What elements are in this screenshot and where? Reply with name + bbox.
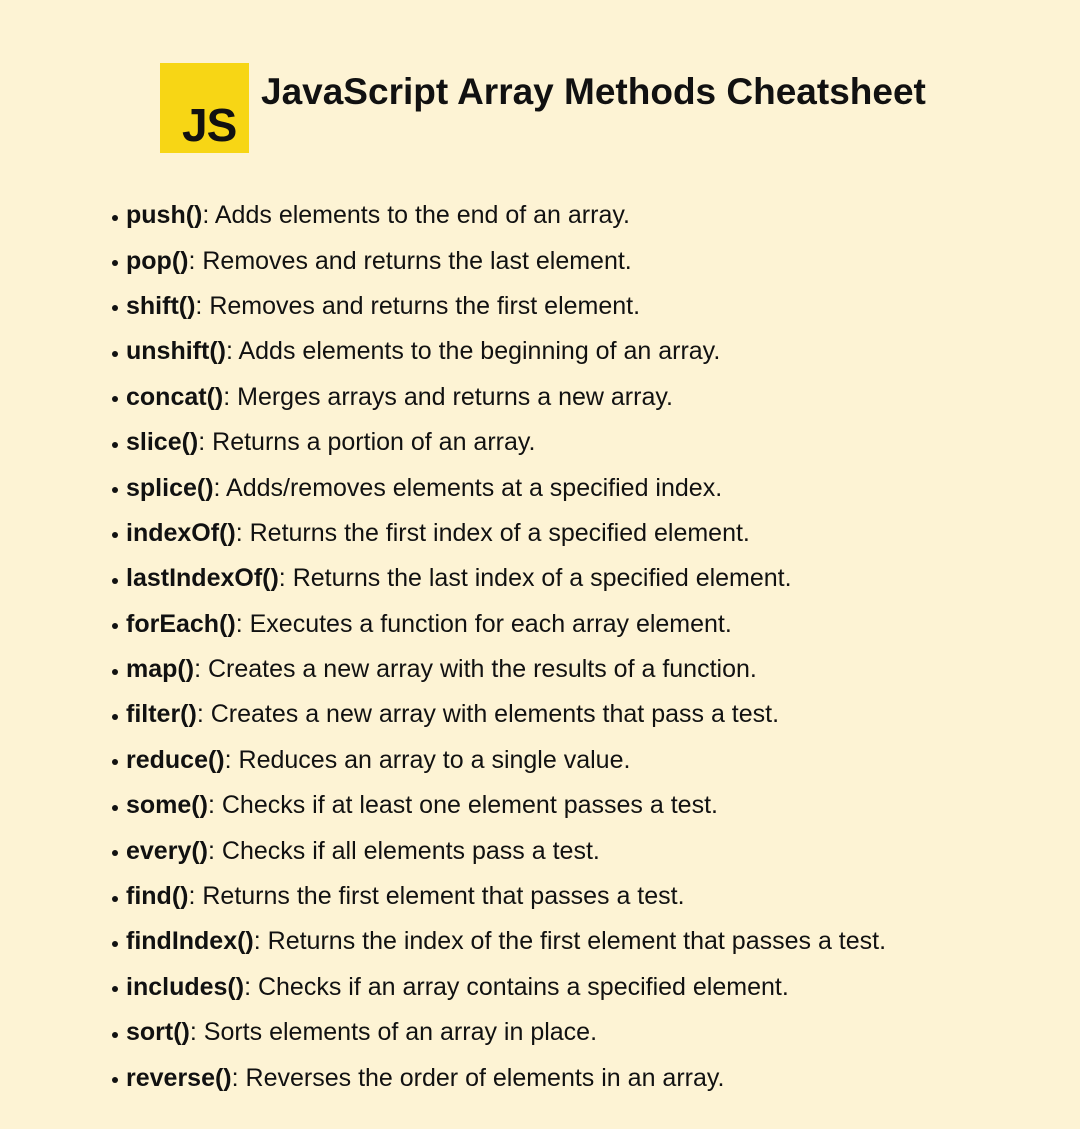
list-item [108,375,886,420]
method-description: : Reverses the order of elements in an array. [231,1063,725,1092]
method-description: : Checks if at least one element passes a test. [207,791,718,820]
method-name: unshift() [126,337,226,366]
list-item [108,193,886,238]
method-description: : Creates a new array with elements that pass a test. [196,700,780,729]
bullet-icon [112,1077,118,1083]
method-name: slice() [126,428,199,457]
method-description: : Returns the last index of a specified element. [278,564,792,593]
list-item [108,556,886,601]
list-item [108,284,886,329]
bullet-icon [112,396,118,402]
logo-text: JS [182,99,237,151]
list-item [108,828,886,873]
list-item [108,329,886,374]
method-description: : Merges arrays and returns a new array. [223,382,673,411]
method-name: find() [126,882,189,911]
page-title: JavaScript Array Methods Cheatsheet [261,71,926,113]
method-name: splice() [126,473,214,502]
method-name: indexOf() [126,518,236,547]
list-item [108,465,886,510]
method-name: reduce() [126,745,225,774]
list-item [108,238,886,283]
list-item [108,420,886,465]
method-list [108,193,886,1101]
list-item [108,783,886,828]
method-name: includes() [126,972,245,1001]
method-name: every() [126,836,208,865]
method-description: : Returns a portion of an array. [198,428,536,457]
method-description: : Removes and returns the last element. [188,246,632,275]
method-description: : Creates a new array with the results of a function. [194,655,757,684]
bullet-icon [112,215,118,221]
bullet-icon [112,578,118,584]
list-item [108,738,886,783]
method-name: reverse() [126,1063,232,1092]
bullet-icon [112,986,118,992]
method-name: lastIndexOf() [126,564,279,593]
method-name: map() [126,655,195,684]
method-description: : Adds elements to the beginning of an array. [225,337,721,366]
bullet-icon [112,487,118,493]
list-item [108,692,886,737]
list-item [108,874,886,919]
method-description: : Returns the index of the first element that passes a test. [253,927,887,956]
method-name: shift() [126,291,196,320]
bullet-icon [112,1032,118,1038]
bullet-icon [112,532,118,538]
method-description: : Adds/removes elements at a specified index. [213,473,723,502]
bullet-icon [112,260,118,266]
bullet-icon [112,714,118,720]
list-item [108,1010,886,1055]
method-name: pop() [126,246,189,275]
list-item [108,602,886,647]
method-name: sort() [126,1018,190,1047]
method-description: : Checks if an array contains a specified element. [244,972,789,1001]
list-item [108,919,886,964]
bullet-icon [112,805,118,811]
list-item [108,511,886,556]
method-description: : Removes and returns the first element. [195,291,641,320]
bullet-icon [112,442,118,448]
list-item [108,965,886,1010]
method-description: : Checks if all elements pass a test. [208,836,600,865]
bullet-icon [112,941,118,947]
method-description: : Executes a function for each array element. [235,609,732,638]
bullet-icon [112,351,118,357]
method-name: push() [126,201,203,230]
method-name: findIndex() [126,927,254,956]
bullet-icon [112,669,118,675]
bullet-icon [112,896,118,902]
bullet-icon [112,305,118,311]
bullet-icon [112,623,118,629]
method-name: concat() [126,382,224,411]
method-name: filter() [126,700,197,729]
bullet-icon [112,759,118,765]
list-item [108,1055,886,1100]
method-description: : Sorts elements of an array in place. [189,1018,598,1047]
method-description: : Adds elements to the end of an array. [202,201,630,230]
method-description: : Returns the first element that passes a test. [188,882,685,911]
method-name: some() [126,791,208,820]
method-description: : Returns the first index of a specified element. [235,518,750,547]
header [160,63,926,153]
bullet-icon [112,850,118,856]
method-description: : Reduces an array to a single value. [224,745,631,774]
list-item [108,647,886,692]
method-name: forEach() [126,609,236,638]
js-logo-icon [160,63,249,153]
